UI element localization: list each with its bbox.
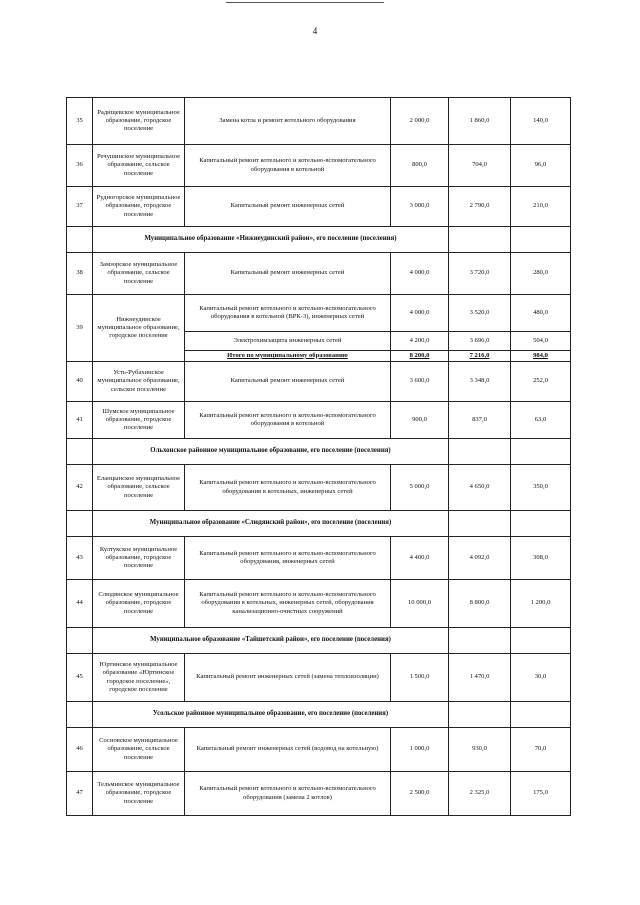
section-title: Муниципальное образование «Тайшетский район», его поселение (поселения) <box>93 628 449 654</box>
page-number: 4 <box>312 26 318 36</box>
section-empty-cell <box>511 702 571 728</box>
work-description: Капитальный ремонт котельного и котельно-вспомогательного оборудования в котельных, инженерных сетей <box>185 465 391 511</box>
section-empty-cell <box>511 628 571 654</box>
local-amount: 210,0 <box>511 187 571 227</box>
subtotal-regional <box>449 351 511 362</box>
row-number: 39 <box>67 295 93 362</box>
regional-amount: 837,0 <box>449 402 511 439</box>
total-amount: 2 500,0 <box>391 772 449 816</box>
local-amount: 308,0 <box>511 537 571 580</box>
total-amount: 4 200,0 <box>391 332 449 351</box>
row-number: 42 <box>67 465 93 511</box>
local-amount: 280,0 <box>511 253 571 295</box>
section-title: Усольское районное муниципальное образование, его поселение (поселения) <box>93 702 449 728</box>
local-amount: 175,0 <box>511 772 571 816</box>
work-description: Капитальный ремонт котельного и котельно-вспомогательного оборудования в котельной (ВРК-3), инженерных сетей <box>185 295 391 332</box>
section-empty-cell <box>449 227 511 253</box>
total-amount: 3 000,0 <box>391 187 449 227</box>
table-row <box>67 772 571 816</box>
table-row <box>67 402 571 439</box>
table-row <box>67 145 571 187</box>
table-row <box>67 253 571 295</box>
subtotal-label-text: Итого по муниципальному образованию <box>227 351 348 359</box>
table-row <box>67 295 571 332</box>
section-title: Муниципальное образование «Слюдянский район», его поселение (поселения) <box>93 511 449 537</box>
municipality-name: Радищевское муниципальное образование, городское поселение <box>93 98 185 145</box>
regional-amount: 3 520,0 <box>449 295 511 332</box>
table-row <box>67 728 571 772</box>
section-empty-cell <box>449 628 511 654</box>
row-number: 45 <box>67 654 93 702</box>
section-title: Муниципальное образование «Нижнеудинский район», его поселение (поселения) <box>93 227 449 253</box>
municipality-name: Речушинское муниципальное образование, сельское поселение <box>93 145 185 187</box>
regional-amount: 930,0 <box>449 728 511 772</box>
table-body <box>67 98 571 816</box>
subtotal-regional-text: 7 216,0 <box>469 351 490 359</box>
table-row <box>67 98 571 145</box>
work-description: Электрохимзащита инженерных сетей <box>185 332 391 351</box>
table-row <box>67 465 571 511</box>
total-amount: 800,0 <box>391 145 449 187</box>
section-row <box>67 439 571 465</box>
total-amount: 3 600,0 <box>391 362 449 402</box>
row-number: 47 <box>67 772 93 816</box>
section-num-cell <box>67 628 93 654</box>
work-description: Капитальный ремонт инженерных сетей <box>185 187 391 227</box>
regional-amount: 3 348,0 <box>449 362 511 402</box>
subtotal-local <box>511 351 571 362</box>
municipality-name: Усть-Рубахинское муниципальное образование, сельское поселение <box>93 362 185 402</box>
work-description: Капитальный ремонт инженерных сетей (замена теплоизоляции) <box>185 654 391 702</box>
subtotal-label <box>185 351 391 362</box>
regional-amount: 3 696,0 <box>449 332 511 351</box>
municipality-name: Рудногорское муниципальное образование, городское поселение <box>93 187 185 227</box>
local-amount: 63,0 <box>511 402 571 439</box>
subtotal-local-text: 984,0 <box>533 351 548 359</box>
section-empty-cell <box>449 511 511 537</box>
local-amount: 350,0 <box>511 465 571 511</box>
table-row <box>67 580 571 628</box>
section-title: Ольхонское районное муниципальное образование, его поселение (поселения) <box>93 439 449 465</box>
subtotal-total <box>391 351 449 362</box>
total-amount: 900,0 <box>391 402 449 439</box>
section-num-cell <box>67 227 93 253</box>
row-number: 41 <box>67 402 93 439</box>
work-description: Капитальный ремонт инженерных сетей <box>185 362 391 402</box>
municipality-name: Замзорское муниципальное образование, сельское поселение <box>93 253 185 295</box>
work-description: Замена котла и ремонт котельного оборудования <box>185 98 391 145</box>
section-empty-cell <box>511 439 571 465</box>
section-empty-cell <box>511 227 571 253</box>
section-row <box>67 227 571 253</box>
row-number: 38 <box>67 253 93 295</box>
total-amount: 4 000,0 <box>391 253 449 295</box>
funding-table <box>66 97 571 816</box>
municipality-name: Тельминское муниципальное образование, городское поселение <box>93 772 185 816</box>
row-number: 35 <box>67 98 93 145</box>
total-amount: 1 500,0 <box>391 654 449 702</box>
municipality-name: Слюдянское муниципальное образование, городское поселение <box>93 580 185 628</box>
municipality-name: Нижнеудинское муниципальное образование, городское поселение <box>93 295 185 362</box>
section-num-cell <box>67 439 93 465</box>
local-amount: 480,0 <box>511 295 571 332</box>
section-row <box>67 511 571 537</box>
regional-amount: 4 092,0 <box>449 537 511 580</box>
work-description: Капитальный ремонт котельного и котельно-вспомогательного оборудования в котельных, инженерных сетей, оборудования канализационно-очистных сооружений <box>185 580 391 628</box>
table-row <box>67 187 571 227</box>
total-amount: 5 000,0 <box>391 465 449 511</box>
section-num-cell <box>67 511 93 537</box>
total-amount: 4 000,0 <box>391 295 449 332</box>
row-number: 46 <box>67 728 93 772</box>
section-empty-cell <box>449 702 511 728</box>
regional-amount: 1 860,0 <box>449 98 511 145</box>
section-num-cell <box>67 702 93 728</box>
local-amount: 140,0 <box>511 98 571 145</box>
work-description: Капитальный ремонт инженерных сетей <box>185 253 391 295</box>
local-amount: 70,0 <box>511 728 571 772</box>
row-number: 40 <box>67 362 93 402</box>
local-amount: 252,0 <box>511 362 571 402</box>
work-description: Капитальный ремонт инженерных сетей (водовод на котельную) <box>185 728 391 772</box>
table-row <box>67 362 571 402</box>
row-number: 37 <box>67 187 93 227</box>
total-amount: 10 000,0 <box>391 580 449 628</box>
total-amount: 4 400,0 <box>391 537 449 580</box>
work-description: Капитальный ремонт котельного и котельно-вспомогательного оборудования (замена 2 котлов) <box>185 772 391 816</box>
row-number: 43 <box>67 537 93 580</box>
regional-amount: 8 800,0 <box>449 580 511 628</box>
work-description: Капитальный ремонт котельного и котельно-вспомогательного оборудования в котельной <box>185 402 391 439</box>
local-amount: 30,0 <box>511 654 571 702</box>
regional-amount: 1 470,0 <box>449 654 511 702</box>
local-amount: 1 200,0 <box>511 580 571 628</box>
municipality-name: Култукское муниципальное образование, городское поселение <box>93 537 185 580</box>
regional-amount: 4 650,0 <box>449 465 511 511</box>
work-description: Капитальный ремонт котельного и котельно-вспомогательного оборудования, инженерных сетей <box>185 537 391 580</box>
top-rule <box>226 2 384 3</box>
municipality-name: Юртинское муниципальное образование «Юртинское городское поселение», городское поселение <box>93 654 185 702</box>
regional-amount: 2 790,0 <box>449 187 511 227</box>
local-amount: 96,0 <box>511 145 571 187</box>
regional-amount: 704,0 <box>449 145 511 187</box>
table-row <box>67 654 571 702</box>
section-row <box>67 628 571 654</box>
local-amount: 504,0 <box>511 332 571 351</box>
municipality-name: Шумское муниципальное образование, городское поселение <box>93 402 185 439</box>
subtotal-total-text: 8 200,0 <box>409 351 430 359</box>
section-row <box>67 702 571 728</box>
regional-amount: 2 325,0 <box>449 772 511 816</box>
total-amount: 2 000,0 <box>391 98 449 145</box>
section-empty-cell <box>511 511 571 537</box>
regional-amount: 3 720,0 <box>449 253 511 295</box>
municipality-name: Сосновское муниципальное образование, сельское поселение <box>93 728 185 772</box>
table-row <box>67 537 571 580</box>
total-amount: 1 000,0 <box>391 728 449 772</box>
work-description: Капитальный ремонт котельного и котельно-вспомогательного оборудования в котельной <box>185 145 391 187</box>
section-empty-cell <box>449 439 511 465</box>
row-number: 44 <box>67 580 93 628</box>
row-number: 36 <box>67 145 93 187</box>
municipality-name: Еланцынское муниципальное образование, сельское поселение <box>93 465 185 511</box>
